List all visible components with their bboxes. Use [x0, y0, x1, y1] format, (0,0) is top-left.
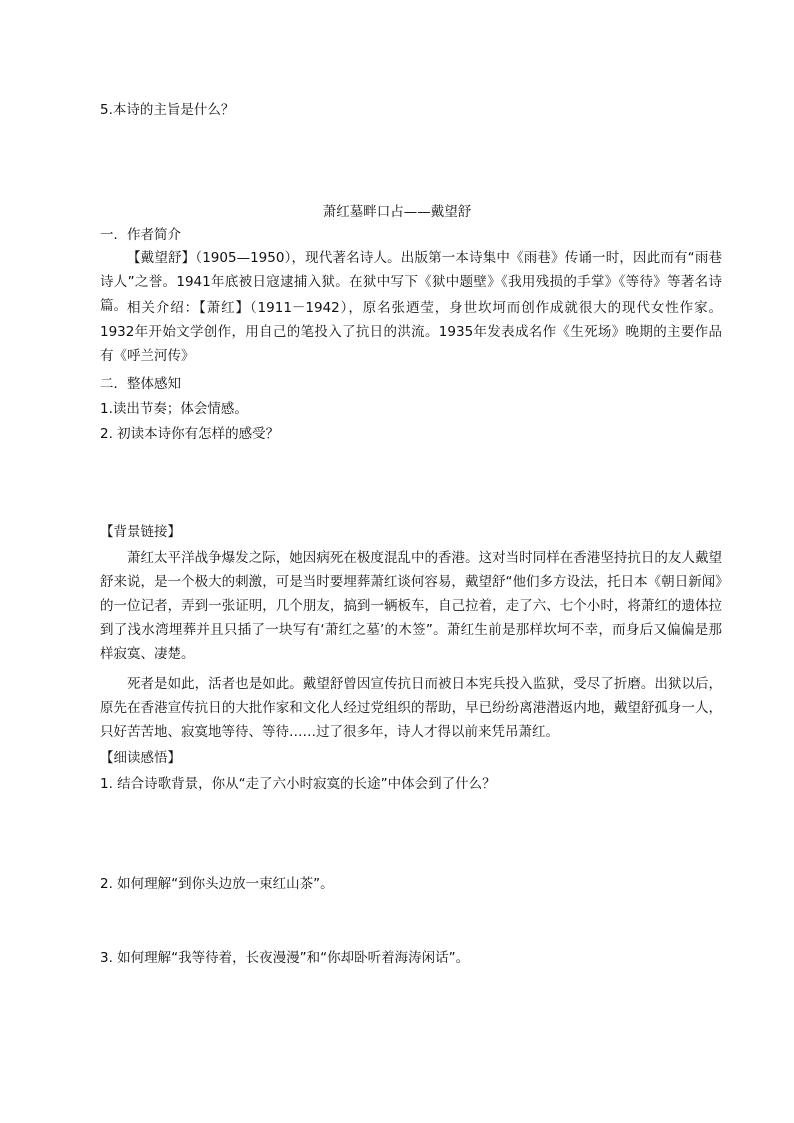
background-heading: 【背景链接】 [100, 524, 181, 540]
close-reading-question-3: 3. 如何理解“我等待着，长夜漫漫”和“你却卧听着海涛闲话”。 [100, 950, 470, 966]
section-2-item-2: 2. 初读本诗你有怎样的感受？ [100, 426, 280, 442]
close-reading-question-2: 2. 如何理解“到你头边放一束红山茶”。 [100, 876, 334, 892]
section-2-heading: 二．整体感知 [100, 376, 181, 392]
background-paragraph-1: 萧红太平洋战争爆发之际，她因病死在极度混乱中的香港。这对当时同样在香港坚持抗日的友人戴望舒来说，是一个极大的刺激，可是当时要埋葬萧红谈何容易，戴望舒“他们多方设法，托日本《朝日新闻》的一位记者，弄到一张证明，几个朋友，搞到一辆板车，自己拉着，走了六、七个小时，将萧红的遗体拉到了浅水湾埋葬并且只插了一块写有‘萧红之墓’的木签”。萧红生前是那样坎坷不幸，而身后又偏偏是那样寂寞、凄楚。 [100, 550, 722, 662]
question-5: 5.本诗的主旨是什么？ [100, 102, 235, 118]
section-2-item-1: 1.读出节奏；体会情感。 [100, 401, 248, 417]
close-reading-question-1: 1. 结合诗歌背景，你从“走了六小时寂寞的长途”中体会到了什么？ [100, 776, 496, 792]
section-1-heading: 一．作者简介 [100, 227, 181, 243]
author-intro: 【戴望舒】（1905—1950），现代著名诗人。出版第一本诗集中《雨巷》传诵一时，因此而有“雨巷诗人”之誉。1941年底被日寇逮捕入狱。在狱中写下《狱中题壁》《我用残损的手掌》《等待》等著名诗篇。 [100, 250, 722, 314]
background-paragraph-2: 死者是如此，活者也是如此。戴望舒曾因宣传抗日而被日本宪兵投入监狱，受尽了折磨。出狱以后，原先在香港宣传抗日的大批作家和文化人经过党组织的帮助，早已纷纷离港潜返内地，戴望舒孤身一人，只好苦苦地、寂寞地等待、等待……过了很多年，诗人才得以前来凭吊萧红。 [100, 676, 722, 740]
close-reading-heading: 【细读感悟】 [100, 750, 181, 766]
related-intro: 相关介绍：【萧红】（1911－1942），原名张迺莹，身世坎坷而创作成就很大的现代女性作家。1932年开始文学创作，用自己的笔投入了抗日的洪流。1935年发表成名作《生死场》晚期的主要作品有《呼兰河传》 [100, 300, 722, 364]
poem-title: 萧红墓畔口占——戴望舒 [322, 204, 472, 220]
